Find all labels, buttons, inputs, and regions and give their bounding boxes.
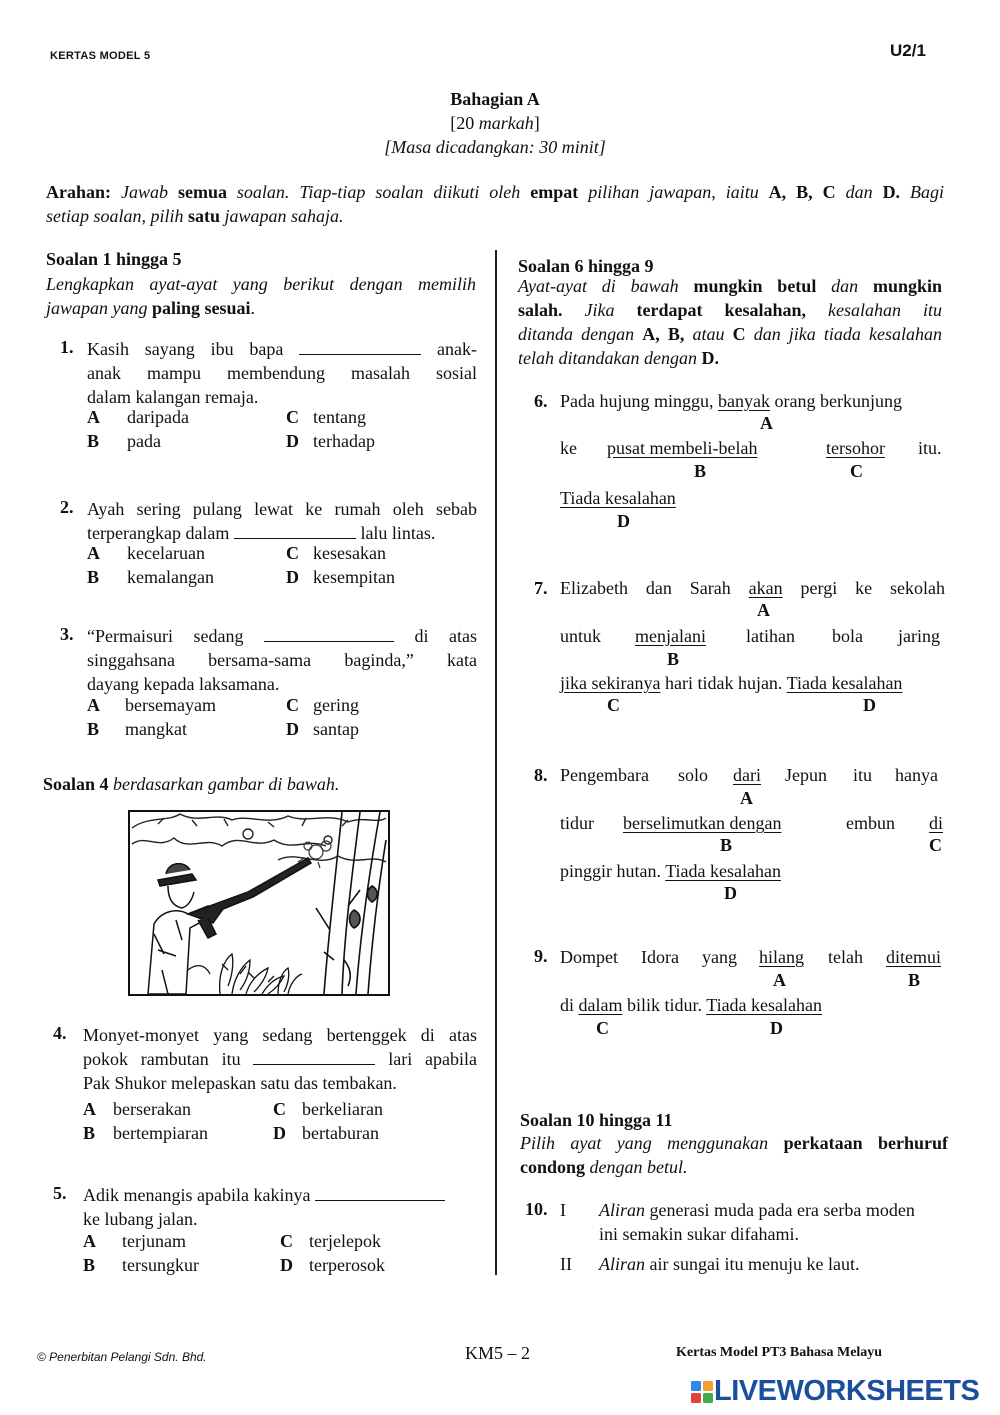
q8-option-a[interactable]: dari (733, 765, 761, 785)
q4-option-key[interactable]: D (273, 1123, 286, 1143)
q4-option-text[interactable]: bertaburan (302, 1123, 379, 1143)
q6-label-c: C (850, 461, 863, 481)
q5-option-text[interactable]: terjunam (122, 1231, 186, 1251)
right-section2-heading: Soalan 10 hingga 11 (520, 1110, 673, 1130)
brand-name: LIVEWORKSHEETS (714, 1375, 980, 1407)
q5-blank[interactable] (315, 1200, 445, 1201)
q7-label-d: D (863, 695, 876, 715)
q5-option-text[interactable]: terperosok (309, 1255, 385, 1275)
q3-option-key[interactable]: D (286, 719, 299, 739)
q10-number: 10. (525, 1199, 548, 1219)
q9-word: yang (702, 947, 737, 967)
q2-blank[interactable] (234, 538, 356, 539)
q2-option-text[interactable]: kesempitan (313, 567, 395, 587)
q7-line1: Elizabeth dan Sarah akan pergi ke sekolah (560, 578, 945, 598)
q1-number: 1. (60, 337, 74, 357)
column-divider (495, 250, 497, 1275)
q7-word: bola (832, 626, 863, 646)
q6-word: ke (560, 438, 577, 458)
q2-option-key[interactable]: C (286, 543, 299, 563)
q9-word: Dompet (560, 947, 618, 967)
q8-option-b[interactable]: berselimutkan dengan (623, 813, 782, 833)
q8-option-d[interactable]: Tiada kesalahan (665, 861, 781, 881)
q1-option-key[interactable]: B (87, 431, 100, 451)
q1-option-key[interactable]: D (286, 431, 299, 451)
q3-option-key[interactable]: B (87, 719, 100, 739)
q7-word: latihan (746, 626, 795, 646)
q4-option-key[interactable]: B (83, 1123, 96, 1143)
left-section-heading: Soalan 1 hingga 5 (46, 249, 182, 269)
q3-number: 3. (60, 624, 74, 644)
q1-option-text[interactable]: terhadap (313, 431, 375, 451)
q7-option-c[interactable]: jika sekiranya (560, 673, 661, 693)
q8-word: Pengembara (560, 765, 649, 785)
q7-label-c: C (607, 695, 620, 715)
q8-word: itu (853, 765, 873, 785)
q1-stem: Kasih sayang ibu bapa anak- anak mampu membendung masalah sosial dalam kalangan remaja. (87, 339, 477, 407)
right-section2-instructions: Pilih ayat yang menggunakan perkataan berhuruf condong dengan betul. (520, 1133, 948, 1177)
q7-option-b[interactable]: menjalani (635, 626, 706, 646)
q3-option-text[interactable]: gering (313, 695, 359, 715)
q3-stem: “Permaisuri sedang di atas singgahsana bersama-sama baginda,” kata dayang kepada laksamana. (87, 626, 477, 694)
section-title: Bahagian A (450, 89, 540, 109)
q2-number: 2. (60, 497, 74, 517)
q8-line3: pinggir hutan. Tiada kesalahan (560, 861, 781, 881)
q8-word: tidur (560, 813, 594, 833)
q9-option-d[interactable]: Tiada kesalahan (706, 995, 823, 1015)
q5-option-text[interactable]: tersungkur (122, 1255, 199, 1275)
paper-number: U2/1 (890, 41, 926, 60)
q4-intro: Soalan 4 berdasarkan gambar di bawah. (43, 774, 340, 794)
q5-option-key[interactable]: B (83, 1255, 96, 1275)
q4-option-text[interactable]: berkeliaran (302, 1099, 383, 1119)
q8-label-a: A (740, 788, 753, 808)
q4-number: 4. (53, 1023, 67, 1043)
instructions: Arahan: Jawab semua soalan. Tiap-tiap soalan diikuti oleh empat pilihan jawapan, iaitu A, B, C dan D. Bagi setiap soalan, pilih satu jawapan sahaja. (46, 182, 945, 226)
q7-word: jaring (898, 626, 940, 646)
q7-number: 7. (534, 578, 548, 598)
paper-code: KERTAS MODEL 5 (50, 50, 151, 62)
q8-option-c[interactable]: di (929, 813, 944, 833)
q3-option-text[interactable]: mangkat (125, 719, 187, 739)
q8-label-b: B (720, 835, 733, 855)
q8-word: embun (846, 813, 895, 833)
q6-option-b[interactable]: pusat membeli-belah (607, 438, 758, 458)
q5-stem: Adik menangis apabila kakinya ke lubang jalan. (83, 1183, 479, 1231)
q1-option-text[interactable]: pada (127, 431, 161, 451)
q6-option-c[interactable]: tersohor (826, 438, 885, 458)
paper-title: Kertas Model PT3 Bahasa Melayu (676, 1345, 883, 1360)
q7-label-b: B (667, 649, 680, 669)
q1-option-text[interactable]: daripada (127, 407, 189, 427)
q1-option-key[interactable]: A (87, 407, 100, 427)
q4-option-key[interactable]: A (83, 1099, 96, 1119)
q9-option-c[interactable]: dalam (578, 995, 623, 1015)
q9-line2: di dalam bilik tidur. Tiada kesalahan (560, 995, 823, 1015)
q10-statement-2: Aliran air sungai itu menuju ke laut. (599, 1254, 860, 1274)
right-section-instructions: Ayat-ayat di bawah mungkin betul dan mungkin salah. Jika terdapat kesalahan, kesalahan itu ditanda dengan A, B, atau C dan jika tiada kesalahan telah ditandakan dengan D. (518, 276, 943, 368)
q6-label-a: A (760, 413, 773, 433)
brand-logo (690, 1375, 990, 1409)
q9-label-a: A (773, 970, 786, 990)
q5-option-key[interactable]: D (280, 1255, 293, 1275)
q6-number: 6. (534, 391, 548, 411)
q5-option-text[interactable]: terjelepok (309, 1231, 381, 1251)
q8-word: solo (678, 765, 709, 785)
q8-number: 8. (534, 765, 548, 785)
q9-label-c: C (596, 1018, 609, 1038)
q8-label-d: D (724, 883, 737, 903)
q1-option-key[interactable]: C (286, 407, 299, 427)
q9-word: Idora (641, 947, 679, 967)
q9-option-a[interactable]: hilang (759, 947, 804, 967)
q7-word: untuk (560, 626, 602, 646)
marks: [20 markah] (450, 113, 540, 133)
q10-statement-1: Aliran generasi muda pada era serba moden ini semakin sukar difahami. (599, 1200, 915, 1244)
q5-option-key[interactable]: C (280, 1231, 293, 1251)
q3-option-text[interactable]: bersemayam (125, 695, 216, 715)
q2-option-text[interactable]: kecelaruan (127, 543, 205, 563)
q2-option-key[interactable]: A (87, 543, 100, 563)
q1-option-text[interactable]: tentang (313, 407, 366, 427)
q2-option-text[interactable]: kemalangan (127, 567, 214, 587)
q9-label-b: B (908, 970, 921, 990)
q10-roman-1: I (560, 1200, 566, 1220)
q2-option-key[interactable]: D (286, 567, 299, 587)
q7-option-d[interactable]: Tiada kesalahan (786, 673, 903, 693)
brand-icon (690, 1380, 714, 1404)
left-section-instructions: Lengkapkan ayat-ayat yang berikut dengan memilih jawapan yang paling sesuai. (46, 274, 476, 318)
q5-option-key[interactable]: A (83, 1231, 96, 1251)
q9-option-b[interactable]: ditemui (886, 947, 941, 967)
q8-word: Jepun (785, 765, 827, 785)
q9-word: telah (828, 947, 863, 967)
right-section-heading: Soalan 6 hingga 9 (518, 256, 654, 276)
q6-option-d[interactable]: Tiada kesalahan (560, 488, 676, 508)
q6-option-a[interactable]: banyak (718, 391, 770, 411)
q5-number: 5. (53, 1183, 67, 1203)
q7-option-a[interactable]: akan (748, 578, 783, 598)
q2-option-text[interactable]: kesesakan (313, 543, 386, 563)
q9-label-d: D (770, 1018, 783, 1038)
q10-roman-2: II (560, 1254, 572, 1274)
q2-stem: Ayah sering pulang lewat ke rumah oleh sebab terperangkap dalam lalu lintas. (87, 499, 477, 543)
q3-option-text[interactable]: santap (313, 719, 359, 739)
q8-label-c: C (929, 835, 942, 855)
q7-label-a: A (757, 600, 770, 620)
q6-label-d: D (617, 511, 630, 531)
q2-option-key[interactable]: B (87, 567, 100, 587)
q9-number: 9. (534, 946, 548, 966)
q4-blank[interactable] (253, 1064, 375, 1065)
publisher-credit: © Penerbitan Pelangi Sdn. Bhd. (37, 1350, 207, 1364)
time-allotted: [Masa dicadangkan: 30 minit] (384, 137, 606, 157)
q6-word: itu. (918, 438, 942, 458)
q3-option-key[interactable]: A (87, 695, 100, 715)
hunter-illustration (128, 810, 390, 996)
q4-option-text[interactable]: bertempiaran (113, 1123, 208, 1143)
page-number: KM5 – 2 (465, 1343, 531, 1363)
q6-label-b: B (694, 461, 707, 481)
q4-stem: Monyet-monyet yang sedang bertenggek di atas pokok rambutan itu lari apabila Pak Shukor melepaskan satu das tembakan. (83, 1025, 477, 1093)
q6-line1: Pada hujung minggu, banyak orang berkunjung (560, 391, 902, 411)
q7-line3: jika sekiranya hari tidak hujan. Tiada kesalahan (560, 673, 903, 693)
q3-option-key[interactable]: C (286, 695, 299, 715)
q3-blank[interactable] (264, 641, 394, 642)
q4-option-text[interactable]: berserakan (113, 1099, 191, 1119)
q4-option-key[interactable]: C (273, 1099, 286, 1119)
q8-word: hanya (895, 765, 938, 785)
q1-blank[interactable] (299, 354, 421, 355)
